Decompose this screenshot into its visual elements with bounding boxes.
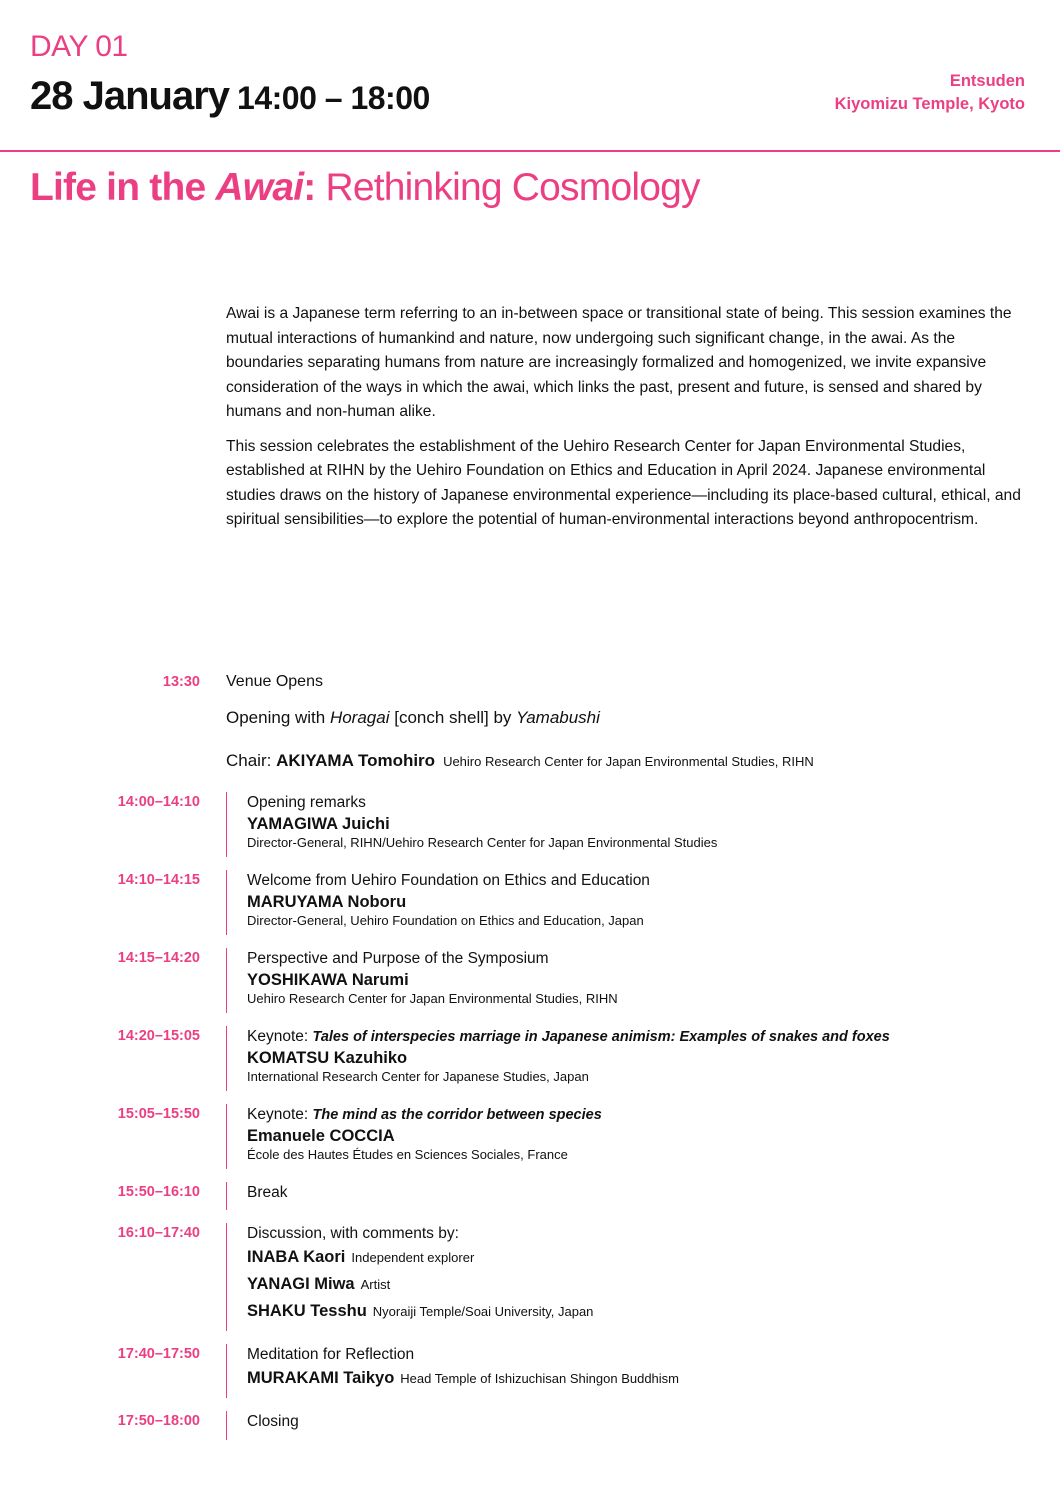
- date-line: [30, 74, 430, 119]
- speaker-name: INABA Kaori: [247, 1248, 346, 1266]
- slot-time: 16:10–17:40: [117, 1225, 200, 1241]
- panelist: [247, 1298, 1060, 1325]
- panelist: [247, 1271, 1060, 1298]
- panelist: [247, 1365, 1060, 1392]
- speaker-affiliation: Nyoraiji Temple/Soai University, Japan: [372, 1304, 594, 1319]
- schedule: [0, 792, 1060, 1440]
- speaker-name: KOMATSU Kazuhiko: [247, 1049, 408, 1067]
- day-label: DAY 01: [30, 30, 128, 63]
- venue: [835, 70, 1025, 116]
- chair-affiliation: Uehiro Research Center for Japan Environmental Studies, RIHN: [443, 754, 814, 769]
- intro-paragraph: This session celebrates the establishment of the Uehiro Research Center for Japan Environmental Studies, established at RIHN by the Uehiro Foundation on Ethics and Education in April 2024. Japanese environmental studies draws on the history of Japanese environmental experience—including its place-based cultural, ethical, and spiritual sensibilities—to explore the potential of human-environmental interactions beyond anthropocentrism.: [226, 437, 1021, 528]
- intro-text: [226, 302, 1031, 543]
- slot-title: Meditation for Reflection: [247, 1346, 415, 1363]
- speaker-affiliation: Head Temple of Ishizuchisan Shingon Buddhism: [400, 1371, 680, 1386]
- slot-title: Welcome from Uehiro Foundation on Ethics and Education: [247, 872, 650, 889]
- title-subtitle: Rethinking Cosmology: [325, 166, 700, 209]
- speaker-affiliation: Director-General, RIHN/Uehiro Research Center for Japan Environmental Studies: [247, 835, 718, 850]
- speaker-name: MURAKAMI Taikyo: [247, 1369, 395, 1387]
- slot-time: 15:05–15:50: [117, 1106, 200, 1122]
- speaker-name: Emanuele COCCIA: [247, 1127, 395, 1145]
- chair-name: AKIYAMA Tomohiro: [276, 751, 436, 770]
- slot-time: 15:50–16:10: [117, 1184, 200, 1200]
- slot-title: Perspective and Purpose of the Symposium: [247, 950, 549, 967]
- schedule-row: [0, 948, 1060, 1013]
- chair-text: [226, 751, 814, 771]
- venue-location: Kiyomizu Temple, Kyoto: [834, 95, 1025, 113]
- slot-title: Closing: [247, 1413, 299, 1430]
- slot-title: Break: [247, 1184, 288, 1201]
- chair-label: Chair:: [226, 751, 277, 770]
- session-title: [30, 166, 700, 210]
- slot-time: 14:20–15:05: [117, 1028, 200, 1044]
- speaker-affiliation: International Research Center for Japanese Studies, Japan: [247, 1069, 589, 1084]
- slot-title: [247, 1027, 1060, 1047]
- schedule-row: [0, 1182, 1060, 1210]
- speaker-name: YANAGI Miwa: [247, 1275, 355, 1293]
- speaker-name: SHAKU Tesshu: [247, 1302, 367, 1320]
- title-colon: :: [303, 166, 316, 209]
- slot-title: [247, 1105, 1060, 1125]
- title-part-awai: Awai: [215, 166, 304, 209]
- venue-hall: Entsuden: [949, 72, 1025, 90]
- speaker-affiliation: Director-General, Uehiro Foundation on Ethics and Education, Japan: [247, 913, 644, 928]
- schedule-row: [0, 870, 1060, 935]
- opening-text: Opening with Horagai [conch shell] by Yamabushi: [226, 708, 600, 727]
- speaker-name: YOSHIKAWA Narumi: [247, 971, 409, 989]
- schedule-row: [0, 1411, 1060, 1440]
- keynote-label: Keynote:: [247, 1028, 313, 1045]
- speaker-name: MARUYAMA Noboru: [247, 893, 407, 911]
- schedule-row: [0, 1223, 1060, 1331]
- keynote-title: Tales of interspecies marriage in Japanese animism: Examples of snakes and foxes: [312, 1029, 890, 1045]
- event-time: 14:00 – 18:00: [237, 80, 430, 116]
- slot-time: 14:10–14:15: [117, 872, 200, 888]
- speaker-affiliation: École des Hautes Études en Sciences Sociales, France: [247, 1147, 568, 1162]
- keynote-label: Keynote:: [247, 1106, 313, 1123]
- slot-time: 17:50–18:00: [117, 1413, 200, 1429]
- slot-time: 14:00–14:10: [117, 794, 200, 810]
- speaker-affiliation: Artist: [360, 1277, 391, 1292]
- speaker-name: YAMAGIWA Juichi: [247, 815, 390, 833]
- schedule-row: [0, 792, 1060, 857]
- slot-title: Discussion, with comments by:: [247, 1225, 459, 1242]
- intro-paragraph: Awai is a Japanese term referring to an in-between space or transitional state of being. This session examines the mutual interactions of humankind and nature, now undergoing such significant change, in the awai. As the boundaries separating humans from nature are increasingly formalized and homogenized, we invite expansive consideration of the ways in which the awai, which links the past, present and future, is sensed and shared by humans and non-human alike.: [226, 305, 1012, 420]
- panelist: [247, 1244, 1060, 1271]
- slot-time: 17:40–17:50: [117, 1346, 200, 1362]
- event-date: 28 January: [30, 74, 230, 118]
- keynote-title: The mind as the corridor between species: [312, 1107, 602, 1123]
- header-divider: [0, 150, 1060, 152]
- title-part-1: Life in the: [30, 166, 206, 209]
- slot-title: Opening remarks: [247, 794, 366, 811]
- schedule-row: [0, 1026, 1060, 1091]
- speaker-affiliation: Uehiro Research Center for Japan Environmental Studies, RIHN: [247, 991, 618, 1006]
- venue-opens-label: Venue Opens: [226, 673, 323, 690]
- speaker-affiliation: Independent explorer: [351, 1250, 475, 1265]
- venue-opens-time: 13:30: [162, 674, 200, 690]
- schedule-row: [0, 1344, 1060, 1398]
- schedule-row: [0, 1104, 1060, 1169]
- slot-time: 14:15–14:20: [117, 950, 200, 966]
